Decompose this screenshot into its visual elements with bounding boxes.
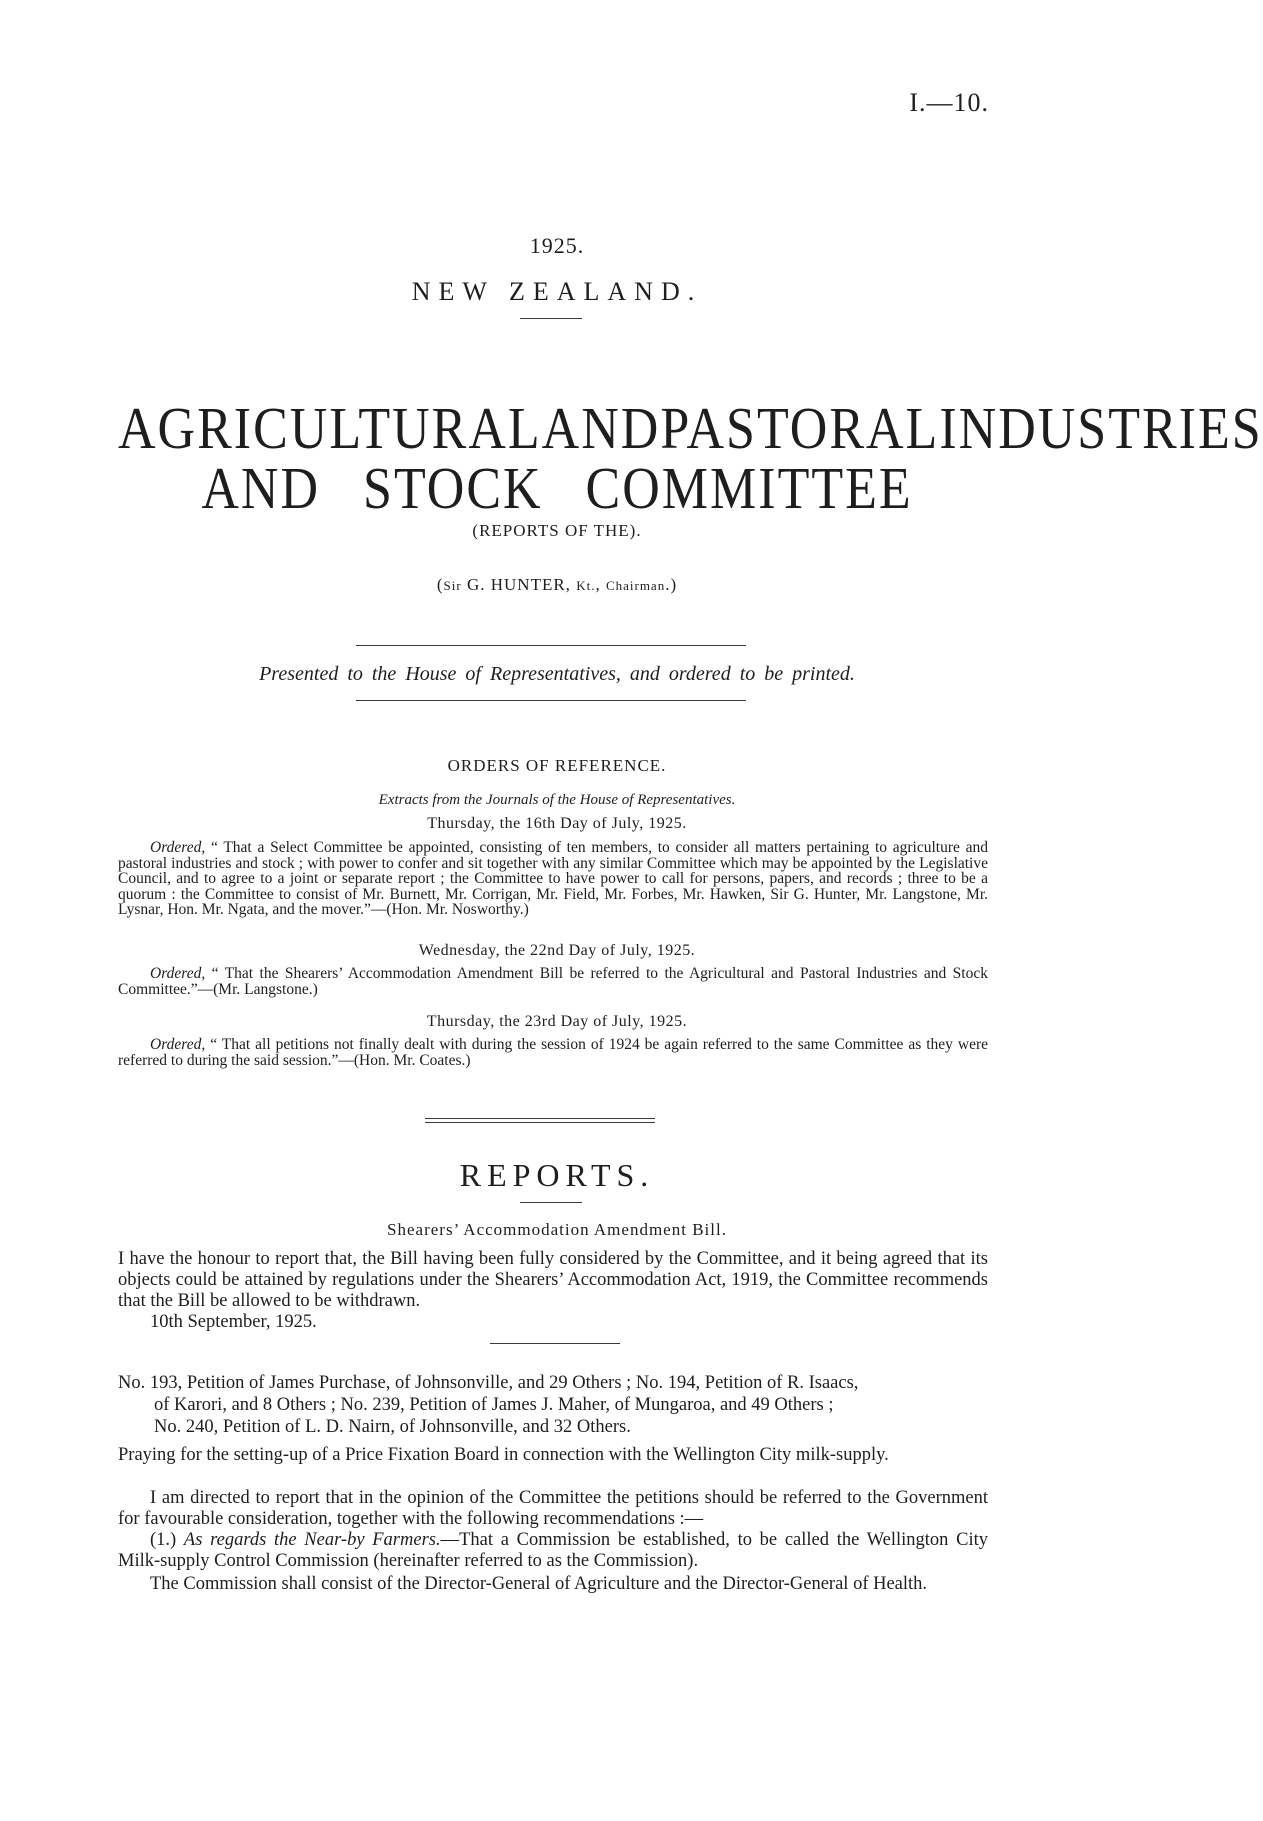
bill-report: I have the honour to report that, the Bill having been fully considered by the Committee, and it being agreed that its objects could be attained by regulations under the Shearers’ Accommodation Act, 1919, the Committee recommends that the Bill be allowed to be withdrawn. xyxy=(118,1249,988,1311)
divider xyxy=(425,1118,655,1119)
extracts-line: Extracts from the Journals of the House of Representatives. xyxy=(378,792,736,808)
reports-heading: REPORTS. xyxy=(459,1157,655,1193)
title-line-2: AND STOCK COMMITTEE xyxy=(201,456,913,522)
subtitle: (REPORTS OF THE). xyxy=(472,521,642,540)
directed-paragraph: I am directed to report that in the opinion of the Committee the petitions should be referred to the Government for favourable consideration, together with the following recommendations :— xyxy=(118,1488,988,1529)
divider xyxy=(356,645,746,646)
order-text: Ordered, “ That a Select Committee be appointed, consisting of ten members, to consider all matters pertaining to agriculture and pastoral industries and stock ; with power to confer and sit together with any similar Committee which may be appointed by the Legislative Council, and to agree to a joint or separate report ; the Committee to have power to call for persons, papers, and records ; three to be a quorum : the Committee to consist of Mr. Burnett, Mr. Corrigan, Mr. Field, Mr. Forbes, Mr. Hawken, Sir G. Hunter, Mr. Langstone, Mr. Lysnar, Hon. Mr. Ngata, and the mover.”—(Hon. Mr. Nosworthy.) xyxy=(118,839,988,918)
title-word: AGRICULTURAL xyxy=(118,396,542,462)
title-word: PASTORAL xyxy=(660,396,940,462)
petition-line: No. 193, Petition of James Purchase, of Johnsonville, and 29 Others ; No. 194, Petition of R. Isaacs, xyxy=(118,1373,859,1393)
divider xyxy=(520,318,582,319)
presented-line: Presented to the House of Representatives, and ordered to be printed. xyxy=(259,663,855,685)
praying-paragraph: Praying for the setting-up of a Price Fixation Board in connection with the Wellington City milk-supply. xyxy=(118,1445,889,1465)
title-line-1 xyxy=(118,395,1263,463)
divider xyxy=(356,700,746,701)
bill-title: Shearers’ Accommodation Amendment Bill. xyxy=(387,1220,727,1239)
order-date: Thursday, the 23rd Day of July, 1925. xyxy=(426,1013,688,1030)
commission-paragraph: The Commission shall consist of the Director-General of Agriculture and the Director-General of Health. xyxy=(150,1574,928,1594)
page-reference: I.—10. xyxy=(909,88,989,117)
divider xyxy=(425,1122,655,1123)
bill-report-date: 10th September, 1925. xyxy=(150,1312,317,1332)
year: 1925. xyxy=(529,233,585,258)
title-word: AND xyxy=(541,396,661,462)
order-date: Wednesday, the 22nd Day of July, 1925. xyxy=(418,942,696,959)
recommendation-1: (1.) As regards the Near-by Farmers.—That a Commission be established, to be called the Wellington City Milk-supply Control Commission (hereinafter referred to as the Commission). xyxy=(118,1530,988,1571)
divider xyxy=(490,1343,620,1344)
country-heading: NEW ZEALAND. xyxy=(411,277,703,306)
divider xyxy=(520,1202,582,1203)
petitions-list xyxy=(118,1372,988,1438)
petition-line: No. 240, Petition of L. D. Nairn, of Johnsonville, and 32 Others. xyxy=(154,1417,631,1437)
title-word: INDUSTRIES xyxy=(939,396,1263,462)
petition-line: of Karori, and 8 Others ; No. 239, Petition of James J. Maher, of Mungaroa, and 49 Others ; xyxy=(154,1395,834,1415)
orders-heading: ORDERS OF REFERENCE. xyxy=(447,756,667,775)
order-date: Thursday, the 16th Day of July, 1925. xyxy=(427,815,687,832)
chairman-line: (Sir G. HUNTER, Kt., Chairman.) xyxy=(436,575,678,594)
order-text: Ordered, “ That all petitions not finally dealt with during the session of 1924 be again referred to the same Committee as they were referred to during the said session.”—(Hon. Mr. Coates.) xyxy=(118,1036,988,1069)
order-text: Ordered, “ That the Shearers’ Accommodation Amendment Bill be referred to the Agricultural and Pastoral Industries and Stock Committee.”—(Mr. Langstone.) xyxy=(118,965,988,998)
